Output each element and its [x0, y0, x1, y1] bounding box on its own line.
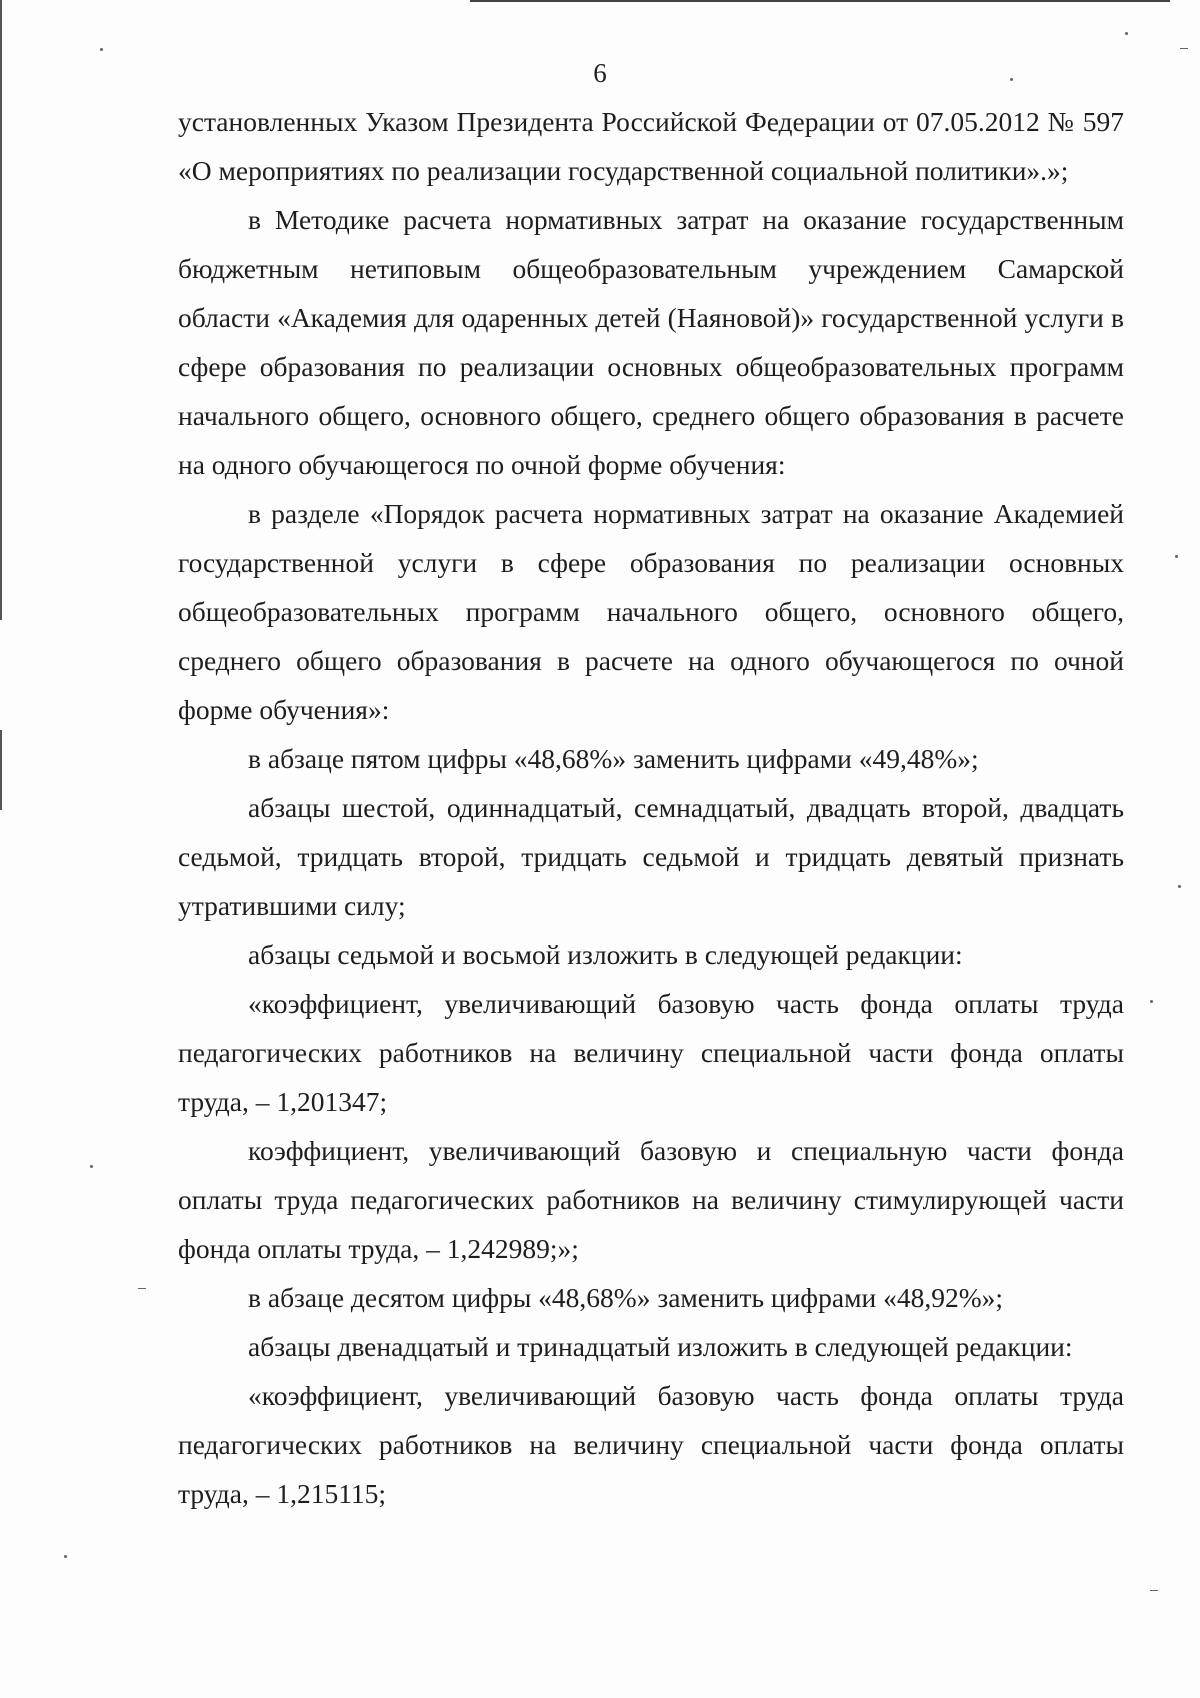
- paragraph: коэффициент, увеличивающий базовую и специальную части фонда оплаты труда педагогических работников на величину стимулирующей части фонда оплаты труда, – 1,242989;»;: [178, 1135, 1124, 1264]
- paragraph: в абзаце пятом цифры «48,68%» заменить цифрами «49,48%»;: [248, 743, 979, 774]
- paragraph: в Методике расчета нормативных затрат на оказание государственным бюджетным нетиповым общеобразовательным учреждением Самарской области «Академия для одаренных детей (Наяновой)» государственной услуги в сфере образования по реализации основных общеобразовательных программ начального общего, основного общего, среднего общего образования в расчете на одного обучающегося по очной форме обучения:: [178, 204, 1124, 480]
- scan-left-edge: [0, 730, 2, 810]
- paragraph: в абзаце десятом цифры «48,68%» заменить цифрами «48,92%»;: [248, 1282, 1004, 1313]
- scan-left-edge: [0, 0, 2, 620]
- paragraph: абзацы двенадцатый и тринадцатый изложить в следующей редакции:: [248, 1331, 1073, 1362]
- scan-speck: [64, 1555, 67, 1558]
- paragraph: абзацы седьмой и восьмой изложить в следующей редакции:: [248, 939, 963, 970]
- scan-speck: [1178, 885, 1181, 888]
- scan-speck: [1150, 1000, 1153, 1003]
- paragraph: в разделе «Порядок расчета нормативных затрат на оказание Академией государственной услуги в сфере образования по реализации основных общеобразовательных программ начального общего, основного общего, среднего общего образования в расчете на одного обучающегося по очной форме обучения»:: [178, 498, 1124, 725]
- page-number: 6: [593, 58, 607, 88]
- scan-mark: [1180, 48, 1188, 49]
- paragraph: установленных Указом Президента Российской Федерации от 07.05.2012 № 597 «О мероприятиях по реализации государственной социальной политики».»;: [178, 106, 1124, 186]
- scan-speck: [90, 1165, 93, 1168]
- scan-mark: [138, 1288, 146, 1289]
- document-body: [178, 97, 1124, 1518]
- paragraph: «коэффициент, увеличивающий базовую часть фонда оплаты труда педагогических работников на величину специальной части фонда оплаты труда, – 1,215115;: [178, 1380, 1124, 1509]
- scan-speck: [1175, 555, 1178, 558]
- scan-top-edge: [470, 0, 1170, 2]
- scan-speck: [100, 48, 103, 51]
- scan-mark: [1150, 1590, 1158, 1591]
- paragraph: абзацы шестой, одиннадцатый, семнадцатый, двадцать второй, двадцать седьмой, тридцать второй, тридцать седьмой и тридцать девятый признать утратившими силу;: [178, 792, 1124, 921]
- paragraph: «коэффициент, увеличивающий базовую часть фонда оплаты труда педагогических работников на величину специальной части фонда оплаты труда, – 1,201347;: [178, 988, 1124, 1117]
- scan-speck: [1125, 32, 1128, 35]
